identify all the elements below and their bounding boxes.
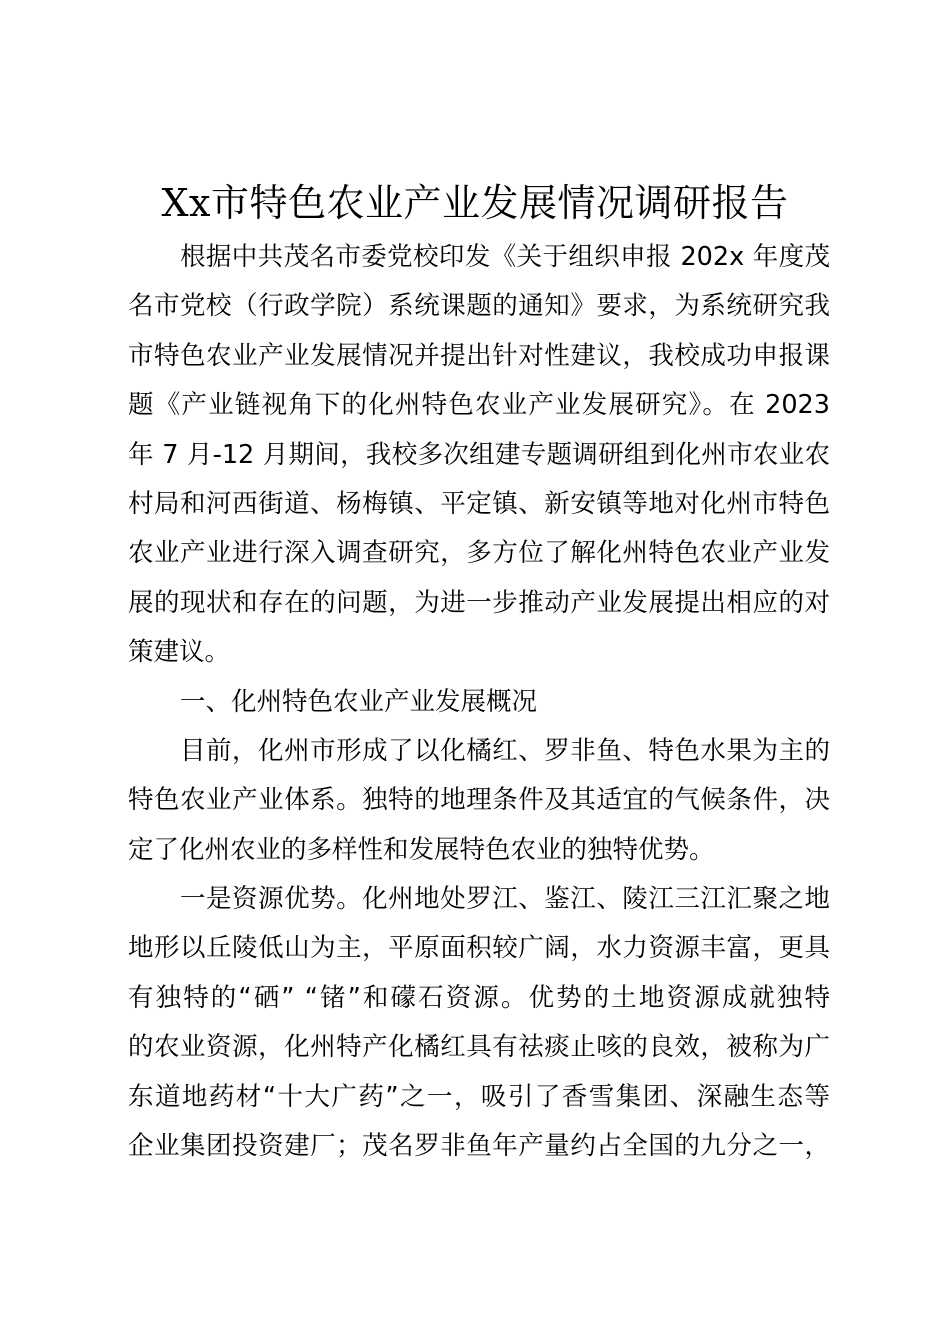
paragraph	[128, 233, 830, 678]
text-line: 村局和河西街道、杨梅镇、平定镇、新安镇等地对化州市特色	[128, 488, 830, 519]
document-title: Xx市特色农业产业发展情况调研报告	[161, 181, 789, 225]
text-line: 东道地药材“十大广药”之一，吸引了香雪集团、深融生态等	[128, 1081, 830, 1112]
text-line: 有独特的“硒” “锗”和礞石资源。优势的土地资源成就独特	[128, 982, 830, 1013]
section-heading	[128, 678, 830, 727]
text-line: 特色农业产业体系。独特的地理条件及其适宜的气候条件，决	[128, 785, 830, 816]
text-line: 名市党校（行政学院）系统课题的通知》要求，为系统研究我	[128, 291, 830, 322]
text-line: 策建议。	[128, 637, 231, 668]
text-line: 的农业资源，化州特产化橘红具有祛痰止咳的良效，被称为广	[128, 1032, 830, 1063]
paragraph	[128, 727, 830, 875]
text-line: 一是资源优势。化州地处罗江、鉴江、陵江三江汇聚之地	[180, 884, 830, 915]
text-line: 市特色农业产业发展情况并提出针对性建议，我校成功申报课	[128, 340, 830, 371]
text-line: 年 7 月-12 月期间，我校多次组建专题调研组到化州市农业农	[128, 439, 830, 470]
text-line: 展的现状和存在的问题，为进一步推动产业发展提出相应的对	[128, 587, 830, 618]
document-body	[128, 233, 830, 1171]
text-line: 一、化州特色农业产业发展概况	[180, 686, 538, 717]
text-line: 企业集团投资建厂；茂名罗非鱼年产量约占全国的九分之一，	[128, 1131, 830, 1162]
text-line: 目前，化州市形成了以化橘红、罗非鱼、特色水果为主的	[180, 735, 830, 766]
text-line: 根据中共茂名市委党校印发《关于组织申报 202x 年度茂	[180, 242, 830, 272]
text-line: 地形以丘陵低山为主，平原面积较广阔，水力资源丰富，更具	[128, 933, 830, 964]
text-line: 定了化州农业的多样性和发展特色农业的独特优势。	[128, 834, 715, 865]
text-line: 题《产业链视角下的化州特色农业产业发展研究》。在 2023	[128, 390, 830, 421]
text-line: 农业产业进行深入调查研究，多方位了解化州特色农业产业发	[128, 538, 830, 569]
paragraph	[128, 875, 830, 1171]
